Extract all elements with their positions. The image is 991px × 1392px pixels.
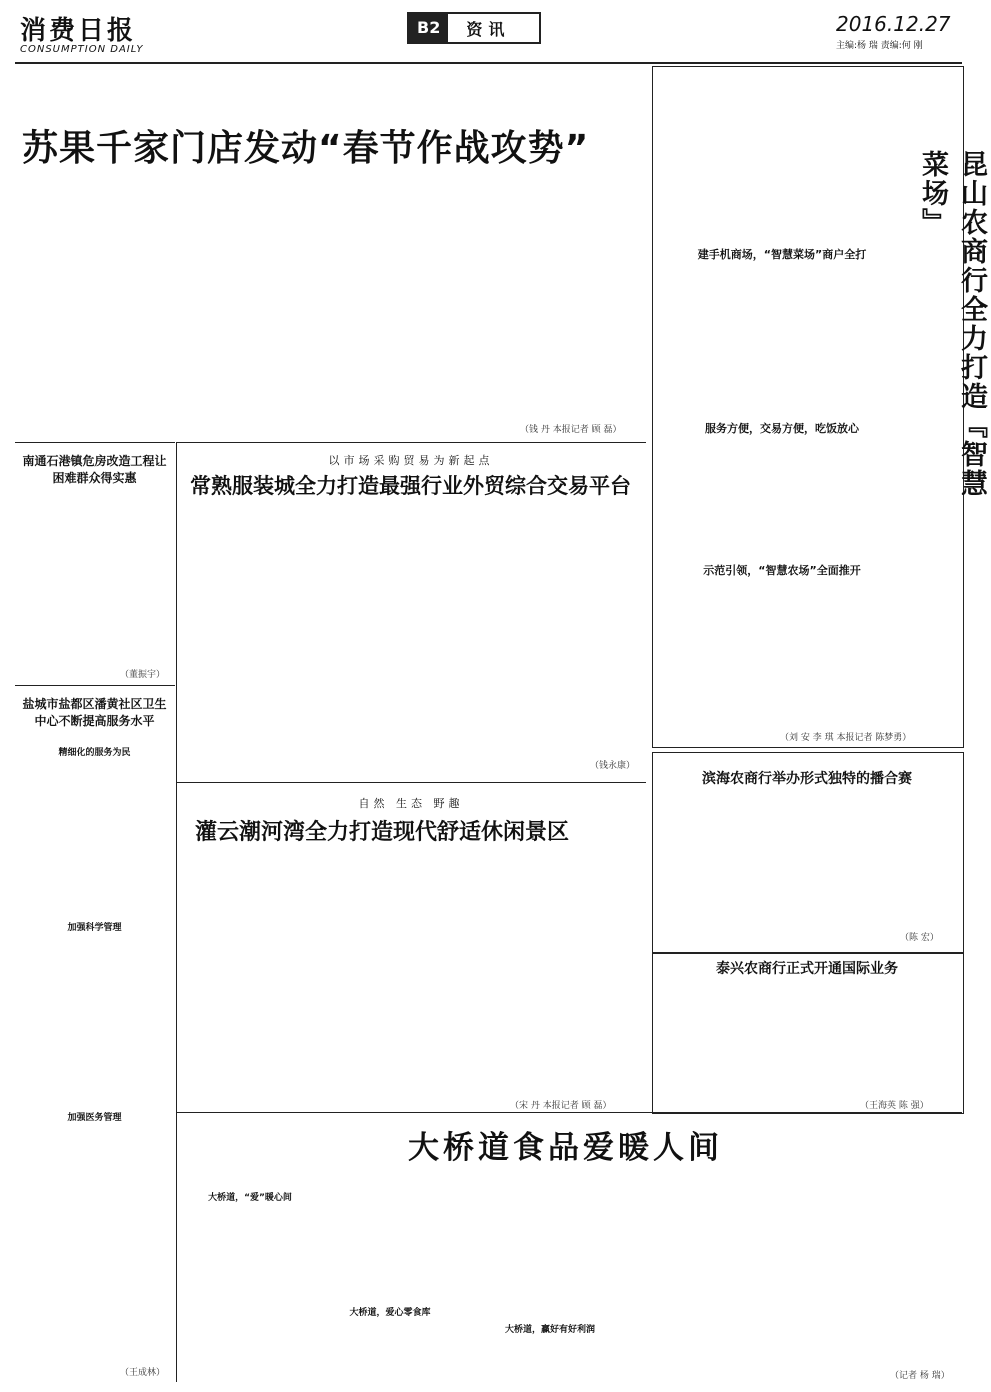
article3-body-col-2	[340, 855, 480, 1100]
side-feature-headline: 昆山农商行全力打造『智慧菜场』	[917, 150, 987, 498]
lead-body-col-1	[20, 195, 165, 435]
article2-body-col-3	[490, 505, 640, 760]
lead-headline: 苏果千家门店发动“春节作战攻势”	[22, 128, 590, 169]
food-body-col-2	[460, 1175, 610, 1375]
header-rule	[15, 62, 962, 64]
box2-title: 泰兴农商行正式开通国际业务	[716, 961, 898, 977]
box2-body	[662, 985, 952, 1095]
article2-credit: （钱永康）	[590, 761, 636, 771]
article3-body-col-1	[190, 855, 330, 1100]
masthead-title: 消费日报	[20, 16, 137, 46]
box1-credit: （陈 宏）	[900, 933, 939, 943]
side-feature-credit: （刘 安 李 琪 本报记者 陈梦勇）	[780, 733, 912, 743]
side-feature-subhead-1: 建手机商场，“智慧菜场”商户全打	[697, 248, 867, 261]
box1-body	[662, 795, 952, 935]
box1-title: 滨海农商行举办形式独特的播合赛	[702, 771, 912, 787]
section-name: 资讯	[466, 19, 511, 39]
left-col-vrule	[176, 442, 177, 1382]
lead-body-col-2	[175, 195, 320, 435]
food-credit: （记者 杨 瑞）	[890, 1371, 950, 1381]
food-subhead-1: 大桥道，“爱”暖心间	[208, 1193, 292, 1203]
left-item2-title: 盐城市盐都区潘黄社区卫生中心不断提高服务水平	[22, 697, 167, 728]
left-item1-body	[22, 495, 167, 660]
article3-body-col-3	[490, 855, 640, 1100]
masthead-subtitle: CONSUMPTION DAILY	[20, 44, 144, 55]
article3-headline: 灌云潮河湾全力打造现代舒适休闲景区	[195, 820, 570, 845]
article3-credit: （宋 丹 本报记者 顾 磊）	[510, 1101, 612, 1111]
lead-body-col-3	[330, 195, 475, 435]
section-code: B2	[409, 14, 448, 42]
article2-body-col-1	[190, 505, 330, 760]
issue-date: 2016.12.27	[836, 12, 951, 36]
side-feature-subhead-3: 示范引领，“智慧农场”全面推开	[703, 564, 861, 577]
left-item2-subhead-1: 精细化的服务为民	[58, 748, 131, 758]
food-headline: 大桥道食品爱暖人间	[408, 1130, 723, 1166]
lead-credit: （钱 丹 本报记者 顾 磊）	[520, 425, 622, 435]
side-feature-subhead-2: 服务方便，交易方便，吃饭放心	[705, 422, 859, 435]
article2-kicker: 以市场采购贸易为新起点	[328, 454, 494, 467]
left-col-rule	[15, 442, 175, 443]
food-body-col-1	[300, 1175, 450, 1375]
food-body-col-4	[785, 1122, 955, 1377]
article2-headline: 常熟服装城全力打造最强行业外贸综合交易平台	[190, 474, 631, 498]
article2-top-rule	[176, 442, 646, 443]
section-label	[407, 12, 541, 44]
food-top-rule	[176, 1112, 962, 1113]
food-subhead-2: 大桥道，爱心零食库	[349, 1308, 431, 1318]
food-subhead-3: 大桥道，赢好有好利润	[504, 1325, 595, 1335]
box2-credit: （王海英 陈 强）	[860, 1101, 929, 1111]
editors: 主编:杨 瑞 责编:何 刚	[836, 41, 923, 51]
article3-top-rule	[176, 782, 646, 783]
lead-body-col-4	[485, 195, 635, 435]
article2-body-col-2	[340, 505, 480, 760]
left-item1-credit: （董振宇）	[120, 670, 166, 680]
left-item2-subhead-2: 加强科学管理	[67, 923, 122, 933]
left-item2-credit: （王成林）	[120, 1368, 166, 1378]
left-col-rule-2	[15, 685, 175, 686]
article3-kicker: 自然 生态 野趣	[358, 797, 464, 810]
left-item1-title: 南通石港镇危房改造工程让困难群众得实惠	[22, 454, 167, 485]
side-feature-body	[662, 76, 902, 726]
food-body-col-3	[620, 1175, 770, 1375]
left-item2-subhead-3: 加强医务管理	[67, 1113, 122, 1123]
